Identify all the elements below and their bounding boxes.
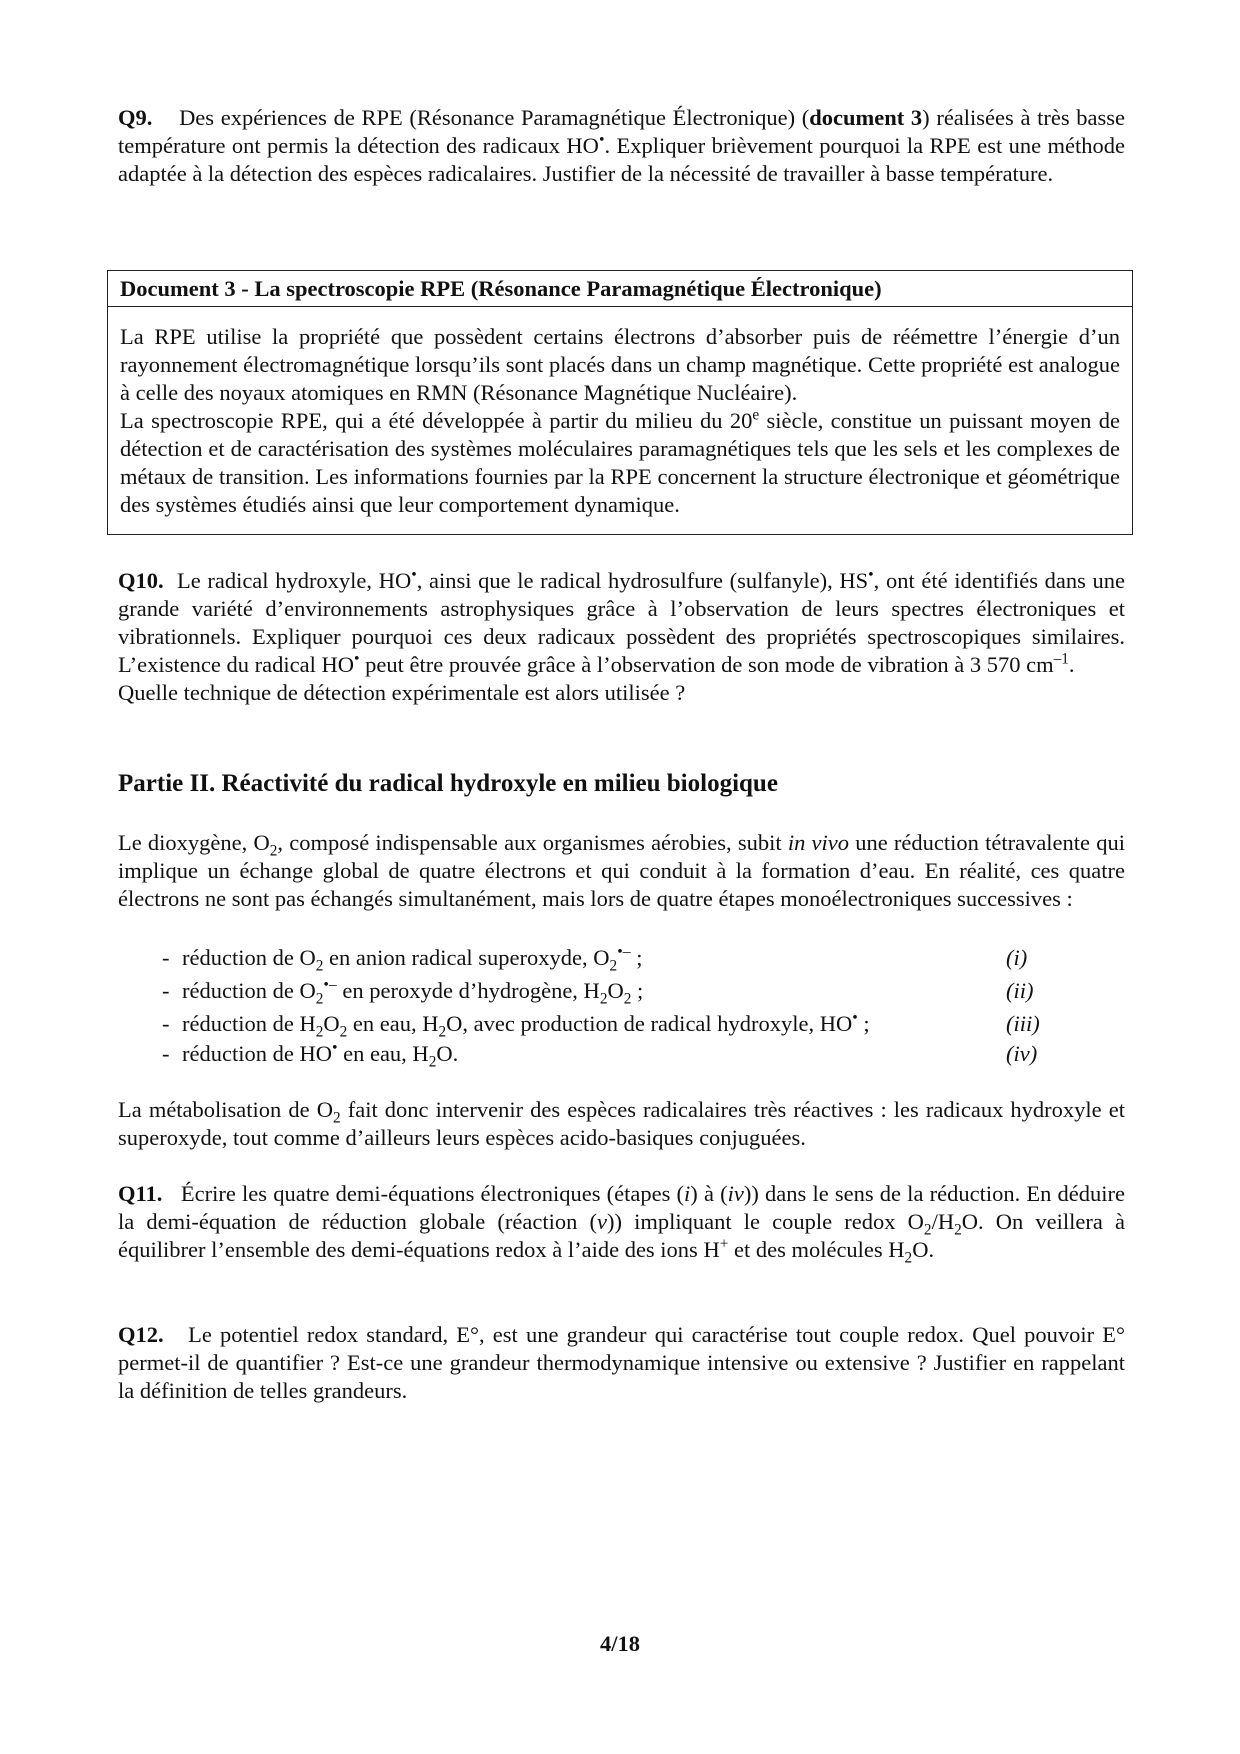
radical-anion-sup: •– bbox=[617, 943, 631, 961]
subscript: 2 bbox=[315, 1023, 324, 1041]
q11-v: v bbox=[596, 1209, 607, 1234]
para2-b: siècle, constitue un puissant moyen de détection et de caractérisation des systèmes moléculaires paramagnétiques tels que les sels et les complexes de métaux de transition. Les informations fournies par la RPE concernent la structure électronique et géométrique des systèmes étudiés ainsi que leur comportement dynamique. bbox=[120, 408, 1120, 517]
subscript: 2 bbox=[609, 957, 618, 975]
step-text: en anion radical superoxyde, O bbox=[323, 945, 610, 970]
step-text: en peroxyde d’hydrogène, H bbox=[336, 978, 600, 1003]
document-3-box bbox=[107, 270, 1133, 535]
q11-t5: /H bbox=[931, 1209, 955, 1234]
step-text: O. bbox=[436, 1041, 459, 1066]
proton-charge: + bbox=[719, 1235, 729, 1253]
q10-label: Q10. bbox=[118, 568, 164, 593]
subscript: 2 bbox=[954, 1221, 962, 1239]
radical-dot: • bbox=[411, 566, 417, 584]
subscript: 2 bbox=[269, 842, 278, 860]
radical-dot: • bbox=[852, 1009, 858, 1027]
step-text: ; bbox=[857, 1011, 870, 1036]
step-tag: (ii) bbox=[1006, 978, 1034, 1003]
para2-a: La spectroscopie RPE, qui a été développée à partir du milieu du 20 bbox=[120, 408, 753, 433]
step-iv bbox=[118, 1039, 1125, 1071]
list-dash: - bbox=[162, 945, 170, 970]
step-text: en eau, H bbox=[347, 1011, 439, 1036]
intro-b: , composé indispensable aux organismes aérobies, subit bbox=[277, 830, 788, 855]
subscript: 2 bbox=[315, 990, 324, 1008]
q9-label: Q9. bbox=[118, 105, 153, 130]
step-text: en eau, H bbox=[337, 1041, 429, 1066]
subscript: 2 bbox=[923, 1221, 932, 1239]
step-tag: (iv) bbox=[1006, 1041, 1038, 1066]
q9-text-c: . Expliquer brièvement pourquoi la RPE est une méthode adaptée à la détection des espèces radicalaires. Justifier de la nécessité de travailler à basse température. bbox=[118, 133, 1125, 186]
q11-iv: iv bbox=[727, 1181, 744, 1206]
q12-text: Le potentiel redox standard, E°, est une grandeur qui caractérise tout couple redox. Quel pouvoir E° permet-il de quantifier ? Est-ce une grandeur thermodynamique intensive ou extensive ? Justifier en rappelant la définition de telles grandeurs. bbox=[118, 1322, 1125, 1403]
q10-t2: , ainsi que le radical hydrosulfure (sulfanyle), HS bbox=[416, 568, 869, 593]
metab-a: La métabolisation de O bbox=[118, 1097, 333, 1122]
q12-label: Q12. bbox=[118, 1322, 164, 1347]
wavenumber-exponent: –1 bbox=[1053, 650, 1069, 668]
document-3-title: Document 3 - La spectroscopie RPE (Résonance Paramagnétique Électronique) bbox=[108, 271, 1132, 307]
q10-t5: . bbox=[1068, 652, 1075, 677]
step-text: réduction de O bbox=[182, 945, 316, 970]
radical-dot: • bbox=[598, 131, 605, 149]
subscript: 2 bbox=[332, 1109, 341, 1127]
metabolisation-paragraph bbox=[118, 1096, 1125, 1152]
subscript: 2 bbox=[623, 990, 632, 1008]
q11-t7: et des molécules H bbox=[728, 1237, 905, 1262]
document-3-para2 bbox=[120, 407, 1120, 519]
intro-a: Le dioxygène, O bbox=[118, 830, 270, 855]
list-dash: - bbox=[162, 1041, 170, 1066]
part-2-intro bbox=[118, 829, 1125, 913]
question-q9 bbox=[118, 104, 1125, 188]
q9-doc-ref: document 3 bbox=[809, 105, 923, 130]
question-q10 bbox=[118, 567, 1125, 707]
subscript: 2 bbox=[339, 1023, 348, 1041]
q11-label: Q11. bbox=[118, 1181, 163, 1206]
q11-t2: ) à ( bbox=[690, 1181, 728, 1206]
q9-text-b: ) réalisées à très basse température ont permis la détection des radicaux HO bbox=[118, 105, 1125, 158]
step-text: ; bbox=[630, 945, 643, 970]
subscript: 2 bbox=[599, 990, 608, 1008]
step-tag: (iii) bbox=[1006, 1011, 1040, 1036]
intro-c: une réduction tétravalente qui implique un échange global de quatre électrons et qui conduit à la formation d’eau. En réalité, ces quatre électrons ne sont pas échangés simultanément, mais lors de quatre étapes monoélectroniques successives : bbox=[118, 830, 1125, 911]
step-text: O, avec production de radical hydroxyle, HO bbox=[446, 1011, 853, 1036]
q11-i: i bbox=[684, 1181, 691, 1206]
radical-dot: • bbox=[353, 650, 360, 668]
q11-t8: O. bbox=[912, 1237, 935, 1262]
question-q12 bbox=[118, 1321, 1125, 1405]
page-number: 4/18 bbox=[599, 1631, 640, 1656]
step-tag: (i) bbox=[1006, 945, 1028, 970]
list-dash: - bbox=[162, 1011, 170, 1036]
q10-t4: peut être prouvée grâce à l’observation de son mode de vibration à 3 570 cm bbox=[359, 652, 1054, 677]
reduction-steps bbox=[118, 941, 1125, 1071]
document-3-body bbox=[108, 307, 1132, 519]
q10-question: Quelle technique de détection expérimentale est alors utilisée ? bbox=[118, 680, 686, 705]
part-2-title: Partie II. Réactivité du radical hydroxyle en milieu biologique bbox=[118, 770, 778, 797]
q11-t4: )) impliquant le couple redox O bbox=[606, 1209, 924, 1234]
radical-anion-sup: •– bbox=[323, 976, 337, 994]
subscript: 2 bbox=[315, 957, 324, 975]
subscript: 2 bbox=[428, 1053, 437, 1071]
q10-t3: , ont été identifiés dans une grande variété d’environnements astrophysiques grâce à l’observation de leurs spectres électroniques et vibrationnels. Expliquer pourquoi ces deux radicaux possèdent des propriétés spectroscopiques similaires. L’existence du radical HO bbox=[118, 568, 1125, 677]
radical-dot: • bbox=[868, 566, 874, 584]
list-dash: - bbox=[162, 978, 170, 1003]
q11-t3: )) dans le sens de la réduction. En déduire la demi-équation de réduction globale (réaction ( bbox=[118, 1181, 1126, 1234]
in-vivo: in vivo bbox=[787, 830, 850, 855]
step-text: ; bbox=[631, 978, 644, 1003]
subscript: 2 bbox=[438, 1023, 447, 1041]
document-3-para1: La RPE utilise la propriété que possèdent certains électrons d’absorber puis de réémettre l’énergie d’un rayonnement électromagnétique lorsqu’ils sont placés dans un champ magnétique. Cette propriété est analogue à celle des noyaux atomiques en RMN (Résonance Magnétique Nucléaire). bbox=[120, 324, 1120, 405]
metab-b: fait donc intervenir des espèces radicalaires très réactives : les radicaux hydroxyle et superoxyde, tout comme d’ailleurs leurs espèces acido-basiques conjuguées. bbox=[118, 1097, 1125, 1150]
century-sup: e bbox=[752, 406, 760, 424]
step-iii bbox=[118, 1007, 1125, 1040]
radical-dot: • bbox=[331, 1039, 338, 1057]
q10-t1: Le radical hydroxyle, HO bbox=[176, 568, 412, 593]
step-i bbox=[118, 941, 1125, 974]
q11-t1: Écrire les quatre demi-équations électroniques (étapes ( bbox=[180, 1181, 685, 1206]
subscript: 2 bbox=[904, 1249, 913, 1267]
q11-t6: O. On veillera à équilibrer l’ensemble des demi-équations redox à l’aide des ions H bbox=[118, 1209, 1125, 1262]
question-q11 bbox=[118, 1180, 1126, 1267]
step-ii bbox=[118, 974, 1125, 1007]
q9-text-a: Des expériences de RPE (Résonance Paramagnétique Électronique) ( bbox=[179, 105, 810, 130]
step-text: réduction de HO bbox=[182, 1041, 332, 1066]
step-text: réduction de H bbox=[182, 1011, 316, 1036]
step-text: O bbox=[607, 978, 624, 1003]
step-text: réduction de O bbox=[182, 978, 316, 1003]
step-text: O bbox=[323, 1011, 340, 1036]
